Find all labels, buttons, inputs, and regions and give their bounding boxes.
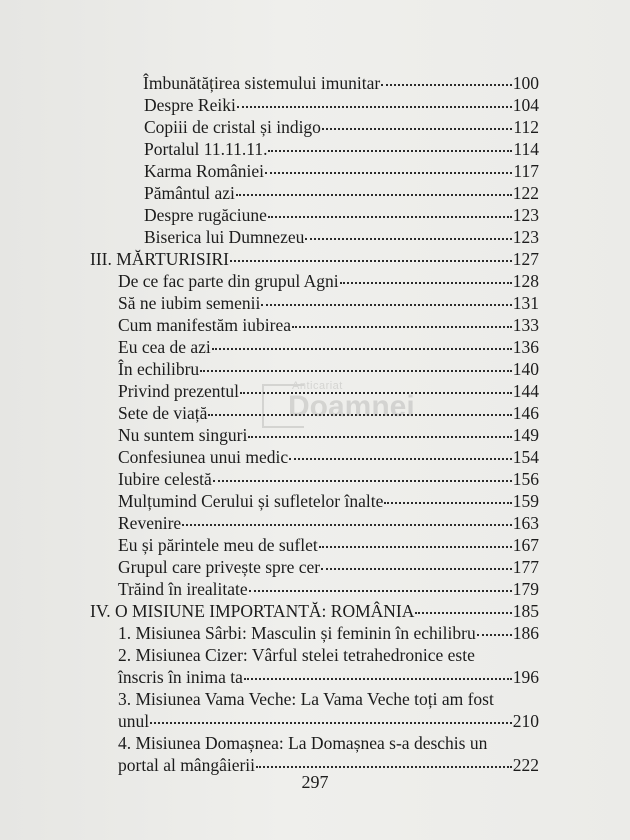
- toc-entry-page: 222: [512, 755, 539, 775]
- dot-leader: [415, 612, 511, 614]
- toc-entry: [118, 468, 539, 490]
- toc-entry-title: III. MĂRTURISIRI: [90, 249, 229, 269]
- toc-entry-title: Trăind în irealitate: [118, 579, 248, 599]
- toc-section-heading: [90, 600, 539, 622]
- dot-leader: [477, 634, 512, 636]
- dot-leader: [305, 238, 511, 240]
- watermark-big-text: Doamnei: [288, 390, 415, 423]
- page-number: 297: [301, 772, 329, 792]
- toc-entry-title: IV. O MISIUNE IMPORTANTĂ: ROMÂNIA: [90, 601, 415, 621]
- toc-entry: [144, 204, 539, 226]
- dot-leader: [340, 282, 512, 284]
- toc-entry-title: Grupul care privește spre cer: [118, 557, 321, 577]
- toc-entry-first-line: 3. Misiunea Vama Veche: La Vama Veche toți am fost: [118, 689, 494, 709]
- toc-entry-page: 100: [512, 73, 539, 93]
- toc-entry: [118, 358, 539, 380]
- toc-entry-title: Îmbunătățirea sistemului imunitar: [143, 73, 381, 93]
- toc-entry: [144, 116, 539, 138]
- toc-entry-title: Eu și părintele meu de suflet: [118, 535, 318, 555]
- toc-entry-page: 179: [512, 579, 539, 599]
- dot-leader: [213, 480, 512, 482]
- dot-leader: [268, 150, 512, 152]
- toc-section-heading: [90, 248, 539, 270]
- dot-leader: [248, 436, 511, 438]
- toc-entry-page: 196: [512, 667, 539, 687]
- toc-entry: [144, 182, 539, 204]
- toc-entry-title: Karma României: [144, 161, 265, 181]
- dot-leader: [237, 106, 512, 108]
- toc-entry-title: înscris în inima ta: [118, 667, 243, 687]
- dot-leader: [249, 590, 512, 592]
- toc-entry: [144, 94, 539, 116]
- dot-leader: [321, 568, 512, 570]
- dot-leader: [182, 524, 512, 526]
- toc-entry-title: Despre Reiki: [144, 95, 236, 115]
- toc-entry: [143, 72, 539, 94]
- toc-entry-page: 163: [512, 513, 539, 533]
- toc-entry-page: 112: [513, 117, 539, 137]
- dot-leader: [384, 502, 511, 504]
- dot-leader: [256, 766, 512, 768]
- toc-entry: [118, 292, 539, 314]
- toc-entry: [118, 336, 539, 358]
- toc-entry-title: Să ne iubim semenii: [118, 293, 261, 313]
- toc-entry-title: portal al mângâierii: [118, 755, 256, 775]
- toc-entry: [144, 226, 539, 248]
- toc-entry-page: 185: [512, 601, 539, 621]
- toc-entry: [118, 578, 539, 600]
- toc-entry-page: 104: [512, 95, 539, 115]
- toc-entry-page: 133: [512, 315, 539, 335]
- toc-entry-title: Privind prezentul: [118, 381, 240, 401]
- toc-entry-title: Portalul 11.11.11.: [144, 139, 268, 159]
- toc-entry-title: Cum manifestăm iubirea: [118, 315, 292, 335]
- watermark-logo: [262, 380, 415, 424]
- toc-entry-title: Biserica lui Dumnezeu: [144, 227, 305, 247]
- toc-entry-page: 144: [512, 381, 539, 401]
- toc-entry-page: 156: [512, 469, 539, 489]
- toc-entry-title: 1. Misiunea Sârbi: Masculin și feminin în echilibru: [118, 623, 476, 643]
- toc-entry-title: Revenire: [118, 513, 182, 533]
- dot-leader: [150, 722, 512, 724]
- toc-entry: [144, 138, 539, 160]
- toc-entry: [118, 314, 539, 336]
- toc-entry-first-line: 2. Misiunea Cizer: Vârful stelei tetrahedronice este: [118, 645, 475, 665]
- toc-entry-page: 159: [512, 491, 539, 511]
- toc-entry-first-line: 4. Misiunea Domașnea: La Domașnea s-a deschis un: [118, 733, 488, 753]
- dot-leader: [261, 304, 511, 306]
- toc-entry-page: 146: [512, 403, 539, 423]
- dot-leader: [322, 128, 512, 130]
- toc-entry-page: 114: [513, 139, 539, 159]
- toc-entry-page: 210: [512, 711, 539, 731]
- toc-entry-page: 122: [512, 183, 539, 203]
- toc-entry-title: Nu suntem singuri: [118, 425, 248, 445]
- dot-leader: [289, 458, 512, 460]
- toc-entry-page: 140: [512, 359, 539, 379]
- toc-entry: [118, 534, 539, 556]
- toc-entry-page: 123: [512, 205, 539, 225]
- toc-entry-title: Eu cea de azi: [118, 337, 211, 357]
- toc-entry-title: Copiii de cristal și indigo: [144, 117, 321, 137]
- dot-leader: [236, 194, 512, 196]
- toc-entry-title: Sete de viață: [118, 403, 208, 423]
- toc-entry: [118, 424, 539, 446]
- dot-leader: [212, 348, 512, 350]
- toc-entry: [118, 710, 539, 732]
- toc-entry: [118, 490, 539, 512]
- dot-leader: [319, 546, 512, 548]
- toc-entry-title: Pământul azi: [144, 183, 235, 203]
- dot-leader: [230, 260, 512, 262]
- toc-entry-title: De ce fac parte din grupul Agni: [118, 271, 339, 291]
- toc-entry: [144, 160, 539, 182]
- toc-entry-title: unul: [118, 711, 150, 731]
- toc-entry: [118, 512, 539, 534]
- toc-entry: [118, 666, 539, 688]
- toc-entry-page: 136: [512, 337, 539, 357]
- dot-leader: [200, 370, 512, 372]
- toc-entry-page: 167: [512, 535, 539, 555]
- toc-entry-page: 128: [512, 271, 539, 291]
- toc-entry: [118, 622, 539, 644]
- toc-entry-title: Iubire celestă: [118, 469, 212, 489]
- toc-entry-page: 123: [512, 227, 539, 247]
- toc-entry-title: Mulțumind Cerului și sufletelor înalte: [118, 491, 384, 511]
- toc-entry: [118, 446, 539, 468]
- toc-entry-page: 117: [513, 161, 539, 181]
- dot-leader: [381, 84, 512, 86]
- toc-entry-page: 177: [512, 557, 539, 577]
- toc-entry-page: 149: [512, 425, 539, 445]
- toc-entry-page: 127: [512, 249, 539, 269]
- toc-entry: [118, 270, 539, 292]
- toc-entry-title: Despre rugăciune: [144, 205, 267, 225]
- toc-entry-page: 154: [512, 447, 539, 467]
- dot-leader: [265, 172, 512, 174]
- toc-entry: [118, 556, 539, 578]
- toc-entry-page: 186: [512, 623, 539, 643]
- toc-entry-title: În echilibru: [118, 359, 200, 379]
- toc-entry-title: Confesiunea unui medic: [118, 447, 289, 467]
- watermark-small-text: Anticariat: [292, 380, 343, 392]
- dot-leader: [244, 678, 512, 680]
- dot-leader: [268, 216, 512, 218]
- toc-entry-page: 131: [512, 293, 539, 313]
- dot-leader: [292, 326, 512, 328]
